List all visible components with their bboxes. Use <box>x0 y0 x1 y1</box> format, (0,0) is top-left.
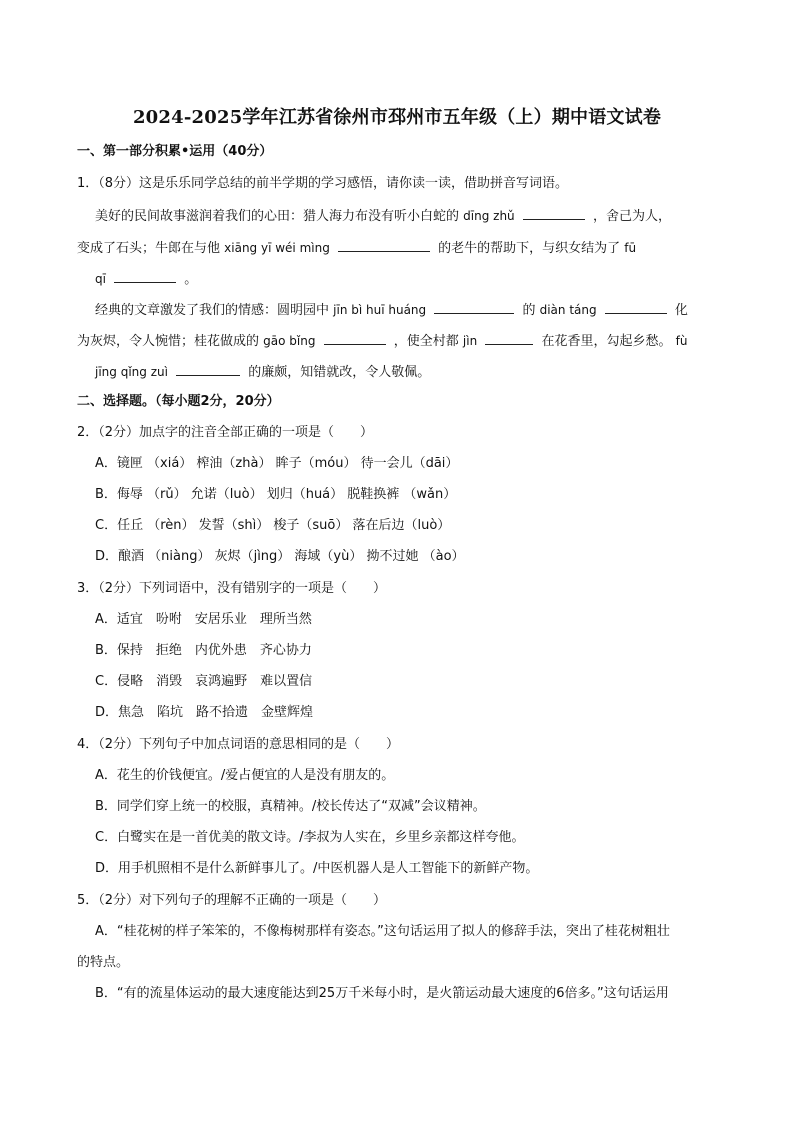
answer-blank[interactable] <box>605 300 667 314</box>
pinyin-prompt: jīn bì huī huáng <box>333 303 427 317</box>
answer-blank[interactable] <box>324 331 386 345</box>
q1-stem: 1．（8分）这是乐乐同学总结的前半学期的学习感悟，请你读一读，借助拼音写词语。 <box>77 176 569 191</box>
q3-option-c[interactable]: C．侵略 消毁 哀鸿遍野 难以置信 <box>95 674 313 689</box>
pinyin-prompt: fū <box>624 241 637 255</box>
pinyin-prompt: qī <box>95 272 106 286</box>
q1-text: 的廉颇，知错就改，令人敬佩。 <box>248 365 431 380</box>
q5-option-a[interactable]: A．“桂花树的样子笨笨的，不像梅树那样有姿态。”这句话运用了拟人的修辞手法，突出了桂花树粗壮 <box>95 924 670 939</box>
pinyin-prompt: jìn <box>462 334 478 348</box>
q3-option-b[interactable]: B．保持 拒绝 内优外患 齐心协力 <box>95 643 312 658</box>
q1-text: 美好的民间故事滋润着我们的心田：猎人海力布没有听小白蛇的 <box>95 209 460 224</box>
q1-line6 <box>95 362 430 382</box>
answer-blank[interactable] <box>485 331 533 345</box>
q1-text: ，使全村都 <box>393 334 459 349</box>
q2-option-c[interactable]: C．任丘 （rèn） 发誓（shì） 梭子（suō） 落在后边（luò） <box>95 518 451 533</box>
q2-stem: 2．（2分）加点字的注音全部正确的一项是（ ） <box>77 425 374 440</box>
q1-text: 的 <box>522 303 536 318</box>
q2-option-a[interactable]: A．镜匣 （xiá） 榨油（zhà） 眸子（móu） 待一会儿（dāi） <box>95 456 459 471</box>
q4-option-c[interactable]: C．白鹭实在是一首优美的散文诗。/李叔为人实在，乡里乡亲都这样夸他。 <box>95 830 525 845</box>
q2-option-b[interactable]: B．侮辱 （rǔ） 允诺（luò） 划归（huá） 脱鞋换裤 （wǎn） <box>95 487 457 502</box>
q1-line2 <box>77 238 636 258</box>
q4-option-b[interactable]: B．同学们穿上统一的校服，真精神。/校长传达了“双减”会议精神。 <box>95 799 486 814</box>
q1-text: 经典的文章激发了我们的情感：圆明园中 <box>95 303 330 318</box>
answer-blank[interactable] <box>523 206 585 220</box>
answer-blank[interactable] <box>338 238 430 252</box>
q1-text: 在花香里，勾起乡愁。 <box>541 334 672 349</box>
q5-option-b[interactable]: B．“有的流星体运动的最大速度能达到25万千米每小时，是火箭运动最大速度的6倍多。”这句话运用 <box>95 986 669 1001</box>
q1-text: ，舍己为人， <box>592 209 671 224</box>
pinyin-prompt: diàn táng <box>539 303 597 317</box>
q4-stem: 4．（2分）下列句子中加点词语的意思相同的是（ ） <box>77 737 400 752</box>
answer-blank[interactable] <box>176 362 240 376</box>
section1-heading: 一、第一部分积累•运用（40分） <box>77 144 273 159</box>
pinyin-prompt: xiāng yī wéi mìng <box>224 241 330 255</box>
pinyin-prompt: fù <box>675 334 688 348</box>
q4-option-d[interactable]: D．用手机照相不是什么新鲜事儿了。/中医机器人是人工智能下的新鲜产物。 <box>95 861 539 876</box>
q1-text: 化 <box>674 303 688 318</box>
q1-line4 <box>95 300 688 320</box>
pinyin-prompt: gāo bǐng <box>263 334 316 348</box>
q1-text: 。 <box>184 272 198 287</box>
answer-blank[interactable] <box>434 300 514 314</box>
q1-line5 <box>77 331 687 351</box>
q1-line3 <box>95 269 197 289</box>
section2-heading: 二、选择题。（每小题2分，20分） <box>77 394 280 409</box>
q1-text: 的老牛的帮助下，与织女结为了 <box>438 241 621 256</box>
q3-option-a[interactable]: A．适宜 吩咐 安居乐业 理所当然 <box>95 612 312 627</box>
q5-option-a-cont: 的特点。 <box>77 955 130 970</box>
q1-line1 <box>95 206 671 226</box>
q1-text: 为灰烬，令人惋惜；桂花做成的 <box>77 334 260 349</box>
q4-option-a[interactable]: A．花生的价钱便宜。/爱占便宜的人是没有朋友的。 <box>95 768 395 783</box>
q3-stem: 3．（2分）下列词语中，没有错别字的一项是（ ） <box>77 581 387 596</box>
page-title: 2024-2025学年江苏省徐州市邳州市五年级（上）期中语文试卷 <box>132 107 662 128</box>
pinyin-prompt: dīng zhǔ <box>463 209 515 223</box>
q5-stem: 5．（2分）对下列句子的理解不正确的一项是（ ） <box>77 893 387 908</box>
pinyin-prompt: jīng qǐng zuì <box>95 365 168 379</box>
q3-option-d[interactable]: D．焦急 陷坑 路不拾遗 金壁辉煌 <box>95 705 314 720</box>
answer-blank[interactable] <box>114 269 176 283</box>
q2-option-d[interactable]: D．酿酒 （niàng） 灰烬（jìng） 海域（yù） 拗不过她 （ào） <box>95 549 465 564</box>
q1-text: 变成了石头；牛郎在与他 <box>77 241 221 256</box>
